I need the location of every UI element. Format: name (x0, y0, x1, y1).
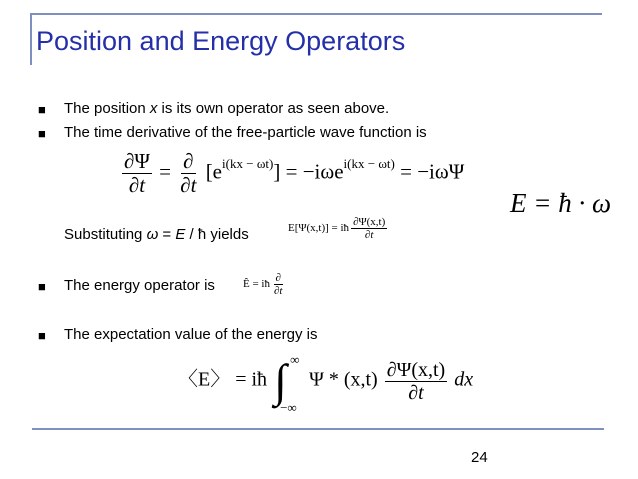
left-rule (30, 13, 32, 65)
page-number: 24 (471, 449, 488, 466)
bullet-position: The position x is its own operator as seen above. (64, 100, 390, 117)
substituting-text: Substituting ω = E / ħ yields (64, 226, 249, 243)
equation-time-derivative: $\frac{\partial\Psi}{\partial t}$ = $\frac{\partial}{\partial t}$ $[e^{i(kx - \omega t)}] = -i\omega e^{i(kx - \omega t)} = -i\omega\Psi$ (124, 149, 465, 198)
square-bullet-icon: ■ (38, 126, 46, 141)
top-rule (32, 13, 602, 15)
bullet-energy-operator: The energy operator is (64, 277, 215, 294)
equation-energy-operator: Ê = iħ $\frac{\partial}{\partial t}$ (243, 272, 283, 298)
square-bullet-icon: ■ (38, 279, 46, 294)
bullet-expectation-value: The expectation value of the energy is (64, 326, 318, 343)
integral-sign: ∫ ∞ −∞ (274, 352, 300, 415)
equation-expectation-energy: 〈E〉 = iħ ∫ ∞ −∞ Ψ * (x,t) $\frac{\partial\Psi(x,t)}{\partial t}$ dx (178, 352, 474, 415)
bullet-time-derivative: The time derivative of the free-particle wave function is (64, 124, 427, 141)
energy-frequency-relation: E = ħ · ω (510, 188, 612, 218)
square-bullet-icon: ■ (38, 328, 46, 343)
bottom-rule (32, 428, 604, 430)
slide-title: Position and Energy Operators (36, 26, 406, 56)
square-bullet-icon: ■ (38, 102, 46, 117)
equation-substituted: E[Ψ(x,t)] = iħ $\frac{\partial\Psi(x,t)}{\partial t}$ (288, 216, 386, 242)
